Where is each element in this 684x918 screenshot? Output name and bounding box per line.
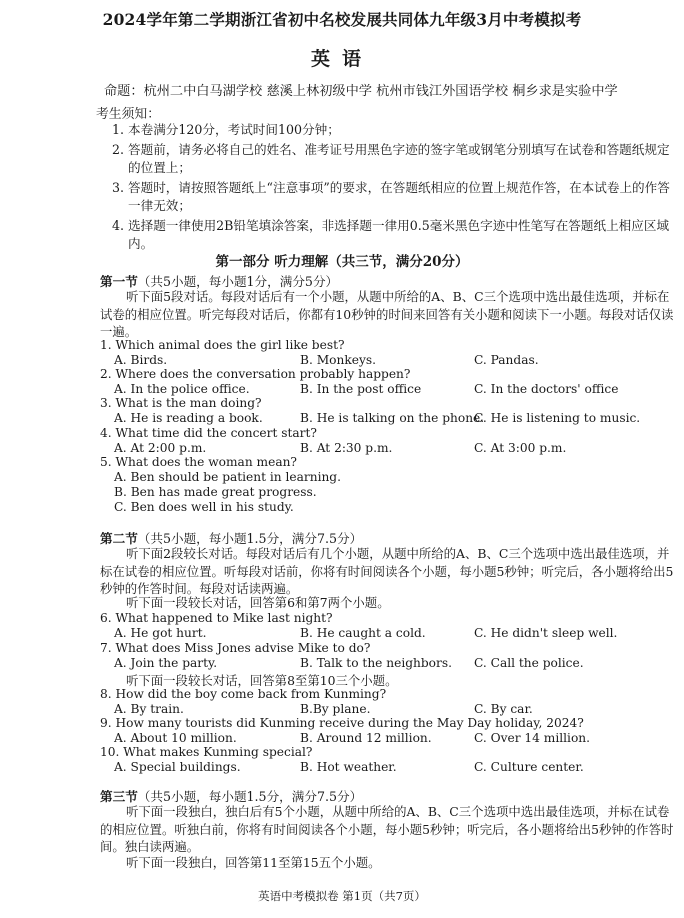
question-1-stem: 1. Which animal does the girl like best? — [100, 338, 345, 352]
question-8-option-c: C. By car. — [474, 702, 533, 716]
subject-heading: 英语 — [310, 48, 373, 70]
section3-lead: 听下面一段独白，回答第11至第15五个小题。 — [126, 855, 381, 870]
question-8-option-a: A. By train. — [114, 702, 184, 716]
notice-item-text: 选择题一律使用2B铅笔填涂答案，非选择题一律用0.5毫米黑色字迹中性笔写在答题纸上相应区域内。 — [128, 218, 670, 251]
question-5-stem: 5. What does the woman mean? — [100, 455, 297, 469]
section2-lead-2: 听下面一段较长对话，回答第8至第10三个小题。 — [126, 673, 398, 688]
question-5-option-a: A. Ben should be patient in learning. — [114, 470, 341, 484]
section1-instructions: 听下面5段对话。每段对话后有一个小题，从题中所给的A、B、C三个选项中选出最佳选项，并标在试卷的相应位置。听完每段对话后，你都有10秒钟的时间来回答有关小题和阅读下一小题。每段对话仅读一遍。 — [100, 289, 674, 339]
question-4-option-b: B. At 2:30 p.m. — [300, 441, 393, 455]
notice-item-text: 答题前，请务必将自己的姓名、准考证号用黑色字迹的签字笔或钢笔分别填写在试卷和答题纸规定的位置上； — [128, 142, 670, 175]
section1-label: 第一节 — [100, 274, 138, 289]
notice-item-number: 2. — [112, 142, 125, 157]
question-6-stem: 6. What happened to Mike last night? — [100, 611, 333, 625]
section3-instructions: 听下面一段独白，独白后有5个小题，从题中所给的A、B、C三个选项中选出最佳选项，并标在试卷的相应位置。听独白前，你将有时间阅读各个小题，每小题5秒钟；听完后，各小题将给出5秒钟的作答时间。独白读两遍。 — [100, 804, 674, 854]
question-6-option-b: B. He caught a cold. — [300, 626, 426, 640]
question-9-option-b: B. Around 12 million. — [300, 731, 432, 745]
question-2-option-c: C. In the doctors' office — [474, 382, 619, 396]
section2-instructions: 听下面2段较长对话。每段对话后有几个小题，从题中所给的A、B、C三个选项中选出最佳选项，并标在试卷的相应位置。听每段对话前，你将有时间阅读各个小题，每小题5秒钟；听完后，各小题将给出5秒钟的作答时间。每段对话读两遍。 — [100, 546, 674, 596]
question-8-stem: 8. How did the boy come back from Kunming? — [100, 687, 387, 701]
question-4-option-c: C. At 3:00 p.m. — [474, 441, 567, 455]
notice-heading: 考生须知： — [96, 107, 160, 122]
question-3-option-a: A. He is reading a book. — [114, 411, 263, 425]
question-2-option-a: A. In the police office. — [114, 382, 250, 396]
question-3-option-b: B. He is talking on the phone. — [300, 411, 485, 425]
question-10-stem: 10. What makes Kunming special? — [100, 745, 313, 759]
question-7-stem: 7. What does Miss Jones advise Mike to do? — [100, 641, 371, 655]
question-2-stem: 2. Where does the conversation probably happen? — [100, 367, 411, 381]
section3-info: （共5小题，每小题1.5分，满分7.5分） — [137, 789, 363, 804]
question-4-option-a: A. At 2:00 p.m. — [114, 441, 207, 455]
question-7-option-b: B. Talk to the neighbors. — [300, 656, 452, 670]
question-8-option-b: B.By plane. — [300, 702, 371, 716]
question-1-option-a: A. Birds. — [114, 353, 168, 367]
question-2-option-b: B. In the post office — [300, 382, 422, 396]
question-10-option-b: B. Hot weather. — [300, 760, 397, 774]
notice-item-number: 1. — [112, 122, 125, 137]
question-10-option-c: C. Culture center. — [474, 760, 584, 774]
question-7-option-a: A. Join the party. — [114, 656, 218, 670]
question-5-option-c: C. Ben does well in his study. — [114, 500, 294, 514]
section2-label: 第二节 — [100, 531, 138, 546]
section1-info: （共5小题，每小题1分，满分5分） — [137, 274, 339, 289]
question-6-option-c: C. He didn't sleep well. — [474, 626, 618, 640]
question-9-option-c: C. Over 14 million. — [474, 731, 591, 745]
question-3-option-c: C. He is listening to music. — [474, 411, 641, 425]
notice-item — [112, 121, 680, 139]
notice-item-text: 答题时，请按照答题纸上“注意事项”的要求，在答题纸相应的位置上规范作答，在本试卷上的作答一律无效； — [128, 180, 670, 213]
notice-item-number: 3. — [112, 180, 125, 195]
authors-line: 命题：杭州二中白马湖学校 慈溪上林初级中学 杭州市钱江外国语学校 桐乡求是实验中学 — [104, 84, 618, 99]
question-1-option-c: C. Pandas. — [474, 353, 539, 367]
notice-list — [112, 121, 680, 255]
section2-info: （共5小题，每小题1.5分，满分7.5分） — [137, 531, 363, 546]
notice-item — [112, 179, 680, 215]
section2-lead-1: 听下面一段较长对话，回答第6和第7两个小题。 — [126, 595, 390, 610]
question-9-option-a: A. About 10 million. — [114, 731, 237, 745]
question-3-stem: 3. What is the man doing? — [100, 396, 262, 410]
page-footer: 英语中考模拟卷 第1页（共7页） — [258, 889, 426, 903]
notice-item — [112, 141, 680, 177]
section3-label: 第三节 — [100, 789, 138, 804]
question-4-stem: 4. What time did the concert start? — [100, 426, 317, 440]
notice-item — [112, 217, 680, 253]
question-10-option-a: A. Special buildings. — [114, 760, 241, 774]
question-1-option-b: B. Monkeys. — [300, 353, 376, 367]
exam-title: 2024学年第二学期浙江省初中名校发展共同体九年级3月中考模拟考 — [102, 10, 582, 29]
question-9-stem: 9. How many tourists did Kunming receive during the May Day holiday, 2024? — [100, 716, 584, 730]
part1-title: 第一部分 听力理解（共三节，满分20分） — [215, 254, 469, 270]
question-7-option-c: C. Call the police. — [474, 656, 584, 670]
question-5-option-b: B. Ben has made great progress. — [114, 485, 317, 499]
question-6-option-a: A. He got hurt. — [114, 626, 207, 640]
notice-item-text: 本卷满分120分，考试时间100分钟； — [128, 122, 340, 137]
notice-item-number: 4. — [112, 218, 125, 233]
